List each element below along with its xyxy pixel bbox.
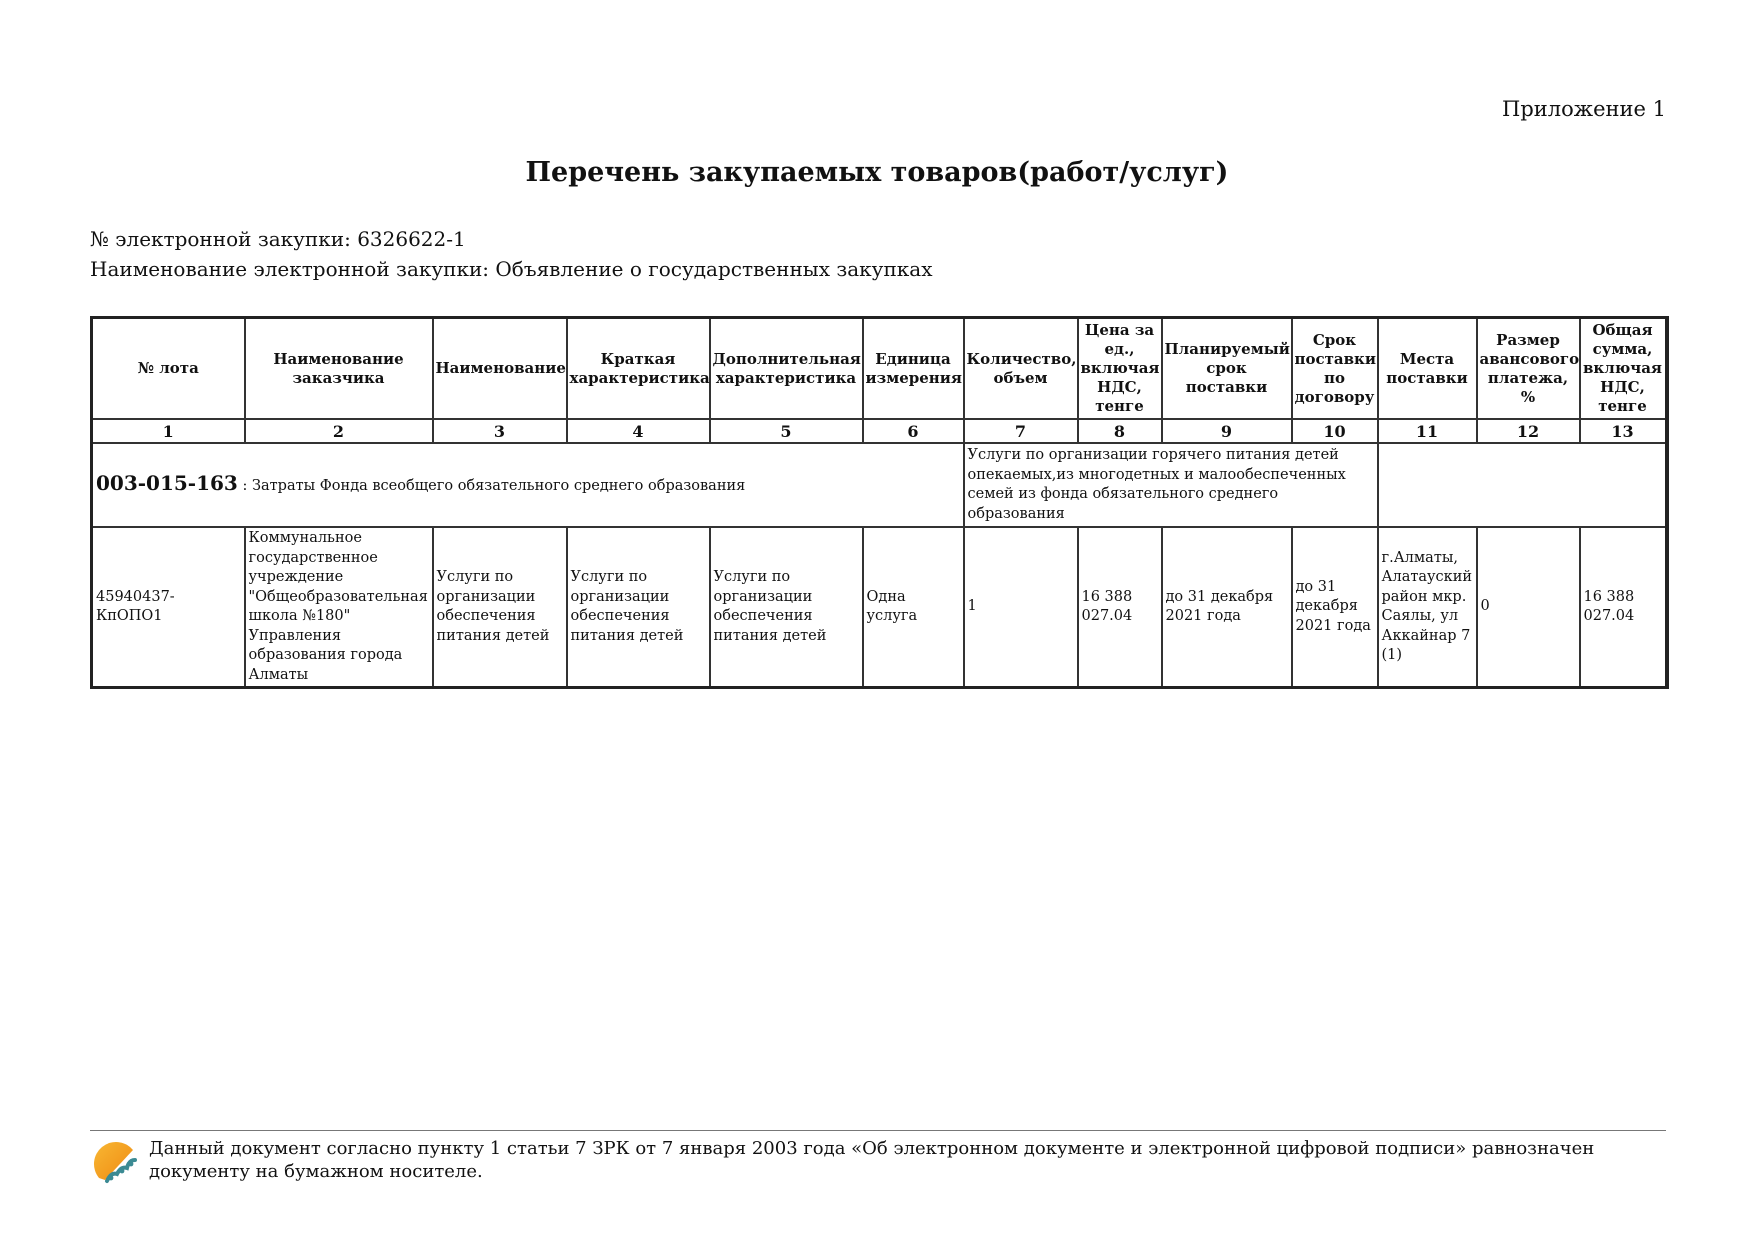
lot-group-title (92, 443, 964, 527)
procurement-number-label: № электронной закупки: (90, 227, 351, 251)
column-number: 7 (964, 419, 1078, 443)
procurement-name-label: Наименование электронной закупки: (90, 257, 490, 281)
column-number: 5 (710, 419, 863, 443)
cell-customer: Коммунальное государственное учреждение "Общеобразовательная школа №180" Управления образования города Алматы (245, 527, 433, 688)
column-number: 12 (1477, 419, 1580, 443)
column-number: 8 (1078, 419, 1162, 443)
cell-total-amount: 16 388 027.04 (1580, 527, 1667, 688)
column-header: Размер авансового платежа, % (1477, 318, 1580, 420)
cell-delivery-place: г.Алматы, Алатауский район мкр. Саялы, ул Аккайнар 7 (1) (1378, 527, 1477, 688)
cell-advance-payment: 0 (1477, 527, 1580, 688)
budget-code: 003-015-163 (96, 470, 238, 495)
column-number: 6 (863, 419, 964, 443)
column-header: Количество, объем (964, 318, 1078, 420)
column-number: 1 (92, 419, 245, 443)
cell-short-description: Услуги по организации обеспечения питания детей (567, 527, 710, 688)
cell-unit-price: 16 388 027.04 (1078, 527, 1162, 688)
page-title: Перечень закупаемых товаров(работ/услуг) (525, 157, 1229, 188)
column-number: 3 (433, 419, 567, 443)
column-number-row (92, 419, 1667, 443)
budget-name: Затраты Фонда всеобщего обязательного среднего образования (251, 477, 746, 494)
table-row (92, 527, 1667, 688)
column-header: Цена за ед., включая НДС, тенге (1078, 318, 1162, 420)
column-header: Планируемый срок поставки (1162, 318, 1292, 420)
column-number: 11 (1378, 419, 1477, 443)
column-number: 9 (1162, 419, 1292, 443)
column-header: Единица измерения (863, 318, 964, 420)
lot-group-empty (1378, 443, 1667, 527)
appendix-label: Приложение 1 (1502, 97, 1666, 121)
column-header: Наименование заказчика (245, 318, 433, 420)
procurement-name-line (90, 257, 932, 281)
cell-contract-delivery: до 31 декабря 2021 года (1292, 527, 1378, 688)
column-header: Срок поставки по договору (1292, 318, 1378, 420)
legal-notice: Данный документ согласно пункту 1 статьи 7 ЗРК от 7 января 2003 года «Об электронном документе и электронной цифровой подписи» равнозначен документу на бумажном носителе. (149, 1138, 1595, 1182)
procurement-name: Объявление о государственных закупках (495, 257, 933, 281)
column-header: Дополнительная характеристика (710, 318, 863, 420)
column-header: № лота (92, 318, 245, 420)
procurement-number-line (90, 227, 466, 251)
cell-planned-delivery: до 31 декабря 2021 года (1162, 527, 1292, 688)
procurement-number: 6326622-1 (357, 227, 466, 251)
cell-name: Услуги по организации обеспечения питания детей (433, 527, 567, 688)
column-header: Краткая характеристика (567, 318, 710, 420)
cell-unit: Одна услуга (863, 527, 964, 688)
footer-divider (90, 1130, 1666, 1131)
cell-lot-number: 45940437-КпОПО1 (92, 527, 245, 688)
column-header: Наименование (433, 318, 567, 420)
column-header: Общая сумма, включая НДС, тенге (1580, 318, 1667, 420)
cell-additional-description: Услуги по организации обеспечения питания детей (710, 527, 863, 688)
column-number: 2 (245, 419, 433, 443)
column-header: Места поставки (1378, 318, 1477, 420)
column-number: 13 (1580, 419, 1667, 443)
lot-group-description: Услуги по организации горячего питания детей опекаемых,из многодетных и малообеспеченных семей из фонда обязательного среднего образования (964, 443, 1378, 527)
column-number: 4 (567, 419, 710, 443)
lot-group-row (92, 443, 1667, 527)
budget-separator: : (237, 477, 252, 494)
header-row (92, 318, 1667, 420)
lots-table (90, 316, 1669, 689)
egov-logo-icon (93, 1136, 141, 1184)
cell-quantity: 1 (964, 527, 1078, 688)
column-number: 10 (1292, 419, 1378, 443)
